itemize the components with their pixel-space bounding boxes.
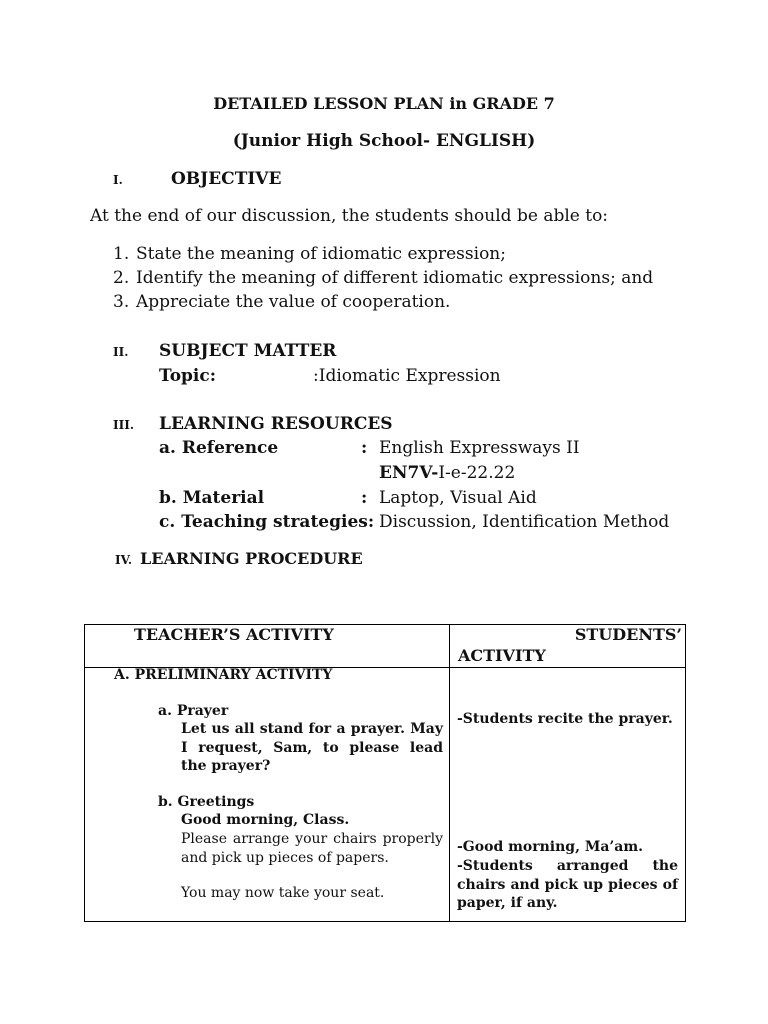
objective-item-number: 2. (113, 268, 130, 288)
students-activity-header-line1: STUDENTS’ (574, 625, 682, 644)
curriculum-code (379, 463, 515, 483)
procedure-numeral: IV. (115, 553, 133, 567)
objective-numeral: I. (113, 173, 123, 187)
reference-separator: : (361, 438, 368, 458)
curriculum-code-suffix: I-e-22.22 (438, 463, 516, 483)
prayer-label: a. Prayer (158, 703, 229, 719)
objective-item: Appreciate the value of cooperation. (136, 292, 451, 312)
students-activity-header-line2: ACTIVITY (458, 646, 546, 665)
objective-heading: OBJECTIVE (171, 169, 282, 189)
curriculum-code-prefix: EN7V- (379, 463, 439, 483)
resources-numeral: III. (113, 418, 135, 432)
material-separator: : (361, 488, 368, 508)
resources-heading: LEARNING RESOURCES (159, 414, 393, 434)
topic-label: Topic: (159, 366, 217, 386)
preliminary-activity-heading: A. PRELIMINARY ACTIVITY (114, 667, 333, 683)
objective-item: State the meaning of idiomatic expression; (136, 244, 506, 264)
table-column-divider (449, 624, 450, 922)
topic-value: :Idiomatic Expression (313, 366, 501, 386)
objective-item: Identify the meaning of different idiomatic expressions; and (136, 268, 654, 288)
reference-label: a. Reference (159, 438, 279, 458)
subject-heading: SUBJECT MATTER (159, 341, 337, 361)
greetings-line: Good morning, Class. (181, 812, 350, 828)
strategies-label: c. Teaching strategies: (159, 512, 375, 532)
page-title: DETAILED LESSON PLAN in GRADE 7 (213, 94, 555, 113)
greetings-seat: You may now take your seat. (181, 885, 385, 901)
objective-item-number: 1. (113, 244, 130, 264)
material-value: Laptop, Visual Aid (379, 488, 537, 508)
objective-item-number: 3. (113, 292, 130, 312)
student-prayer-response: -Students recite the prayer. (457, 711, 673, 727)
prayer-text: Let us all stand for a prayer. May I request, Sam, to please lead the prayer? (181, 721, 443, 774)
student-arrange-response: -Students arranged the chairs and pick up pieces of paper, if any. (457, 858, 678, 911)
objective-intro: At the end of our discussion, the students should be able to: (90, 206, 609, 226)
procedure-heading: LEARNING PROCEDURE (140, 549, 363, 568)
greetings-text: Please arrange your chairs properly and pick up pieces of papers. (181, 831, 443, 866)
subject-numeral: II. (113, 345, 129, 359)
page-subtitle: (Junior High School- ENGLISH) (232, 131, 536, 151)
material-label: b. Material (159, 488, 265, 508)
student-greeting-response: -Good morning, Ma’am. (457, 839, 644, 855)
strategies-value: Discussion, Identification Method (379, 512, 670, 532)
greetings-label: b. Greetings (158, 794, 255, 810)
reference-value: English Expressways II (379, 438, 580, 458)
teacher-activity-header: TEACHER’S ACTIVITY (134, 625, 334, 644)
